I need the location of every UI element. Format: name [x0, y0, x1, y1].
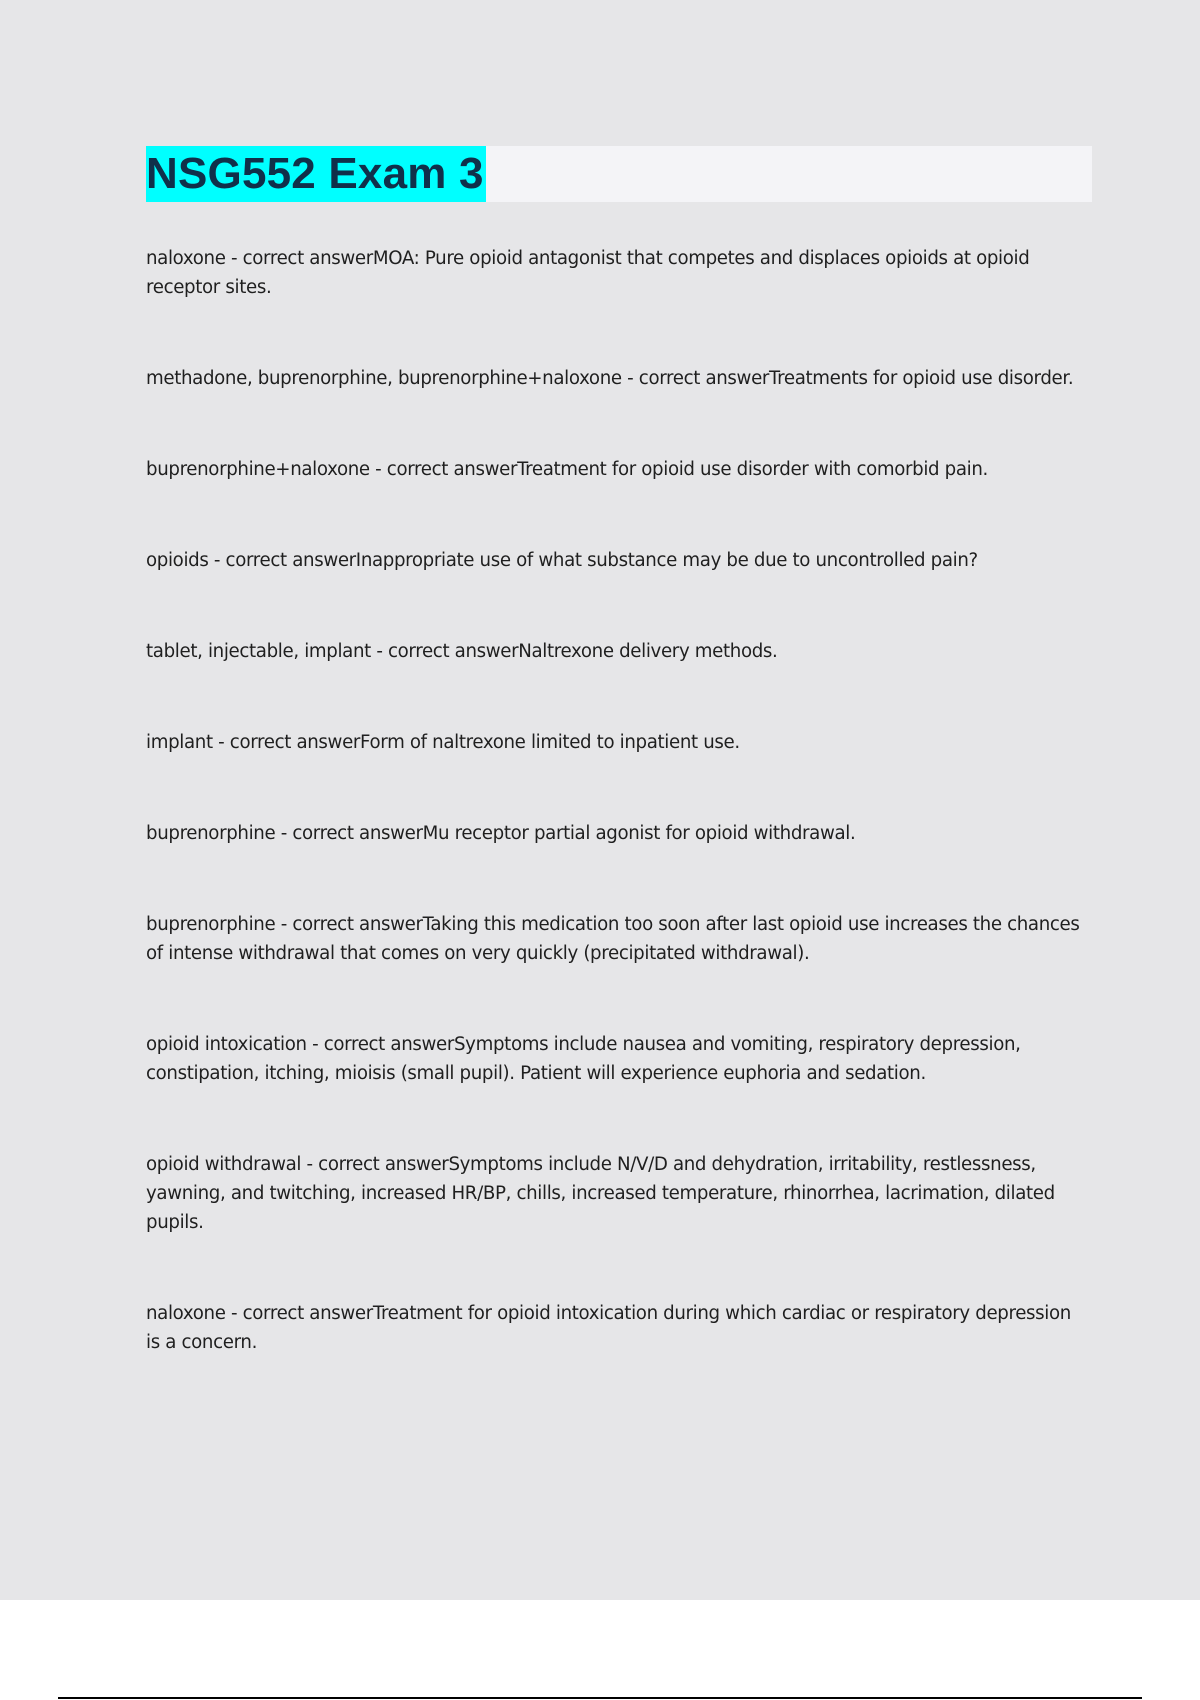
qa-entry: implant - correct answerForm of naltrexone limited to inpatient use.: [146, 732, 740, 753]
qa-entry: naloxone - correct answerMOA: Pure opioid antagonist that competes and displaces opioids at opioid receptor sites.: [146, 248, 1030, 298]
qa-entry: tablet, injectable, implant - correct answerNaltrexone delivery methods.: [146, 641, 778, 662]
qa-entry: opioids - correct answerInappropriate use of what substance may be due to uncontrolled pain?: [146, 550, 978, 571]
qa-entry: methadone, buprenorphine, buprenorphine+naloxone - correct answerTreatments for opioid use disorder.: [146, 368, 1074, 389]
qa-list: [146, 244, 1086, 1419]
qa-entry: buprenorphine+naloxone - correct answerTreatment for opioid use disorder with comorbid pain.: [146, 459, 988, 480]
qa-entry: opioid withdrawal - correct answerSymptoms include N/V/D and dehydration, irritability, restlessness, yawning, and twitching, increased HR/BP, chills, increased temperature, rhinorrhea, lacrimation, dilated pupils.: [146, 1154, 1055, 1233]
qa-entry: buprenorphine - correct answerTaking this medication too soon after last opioid use increases the chances of intense withdrawal that comes on very quickly (precipitated withdrawal).: [146, 914, 1080, 964]
qa-entry: naloxone - correct answerTreatment for opioid intoxication during which cardiac or respiratory depression is a concern.: [146, 1303, 1071, 1353]
document-title: NSG552 Exam 3: [146, 146, 486, 202]
footer-divider: [58, 1697, 1142, 1699]
qa-entry: opioid intoxication - correct answerSymptoms include nausea and vomiting, respiratory depression, constipation, itching, mioisis (small pupil). Patient will experience euphoria and sedation.: [146, 1034, 1021, 1084]
qa-entry: buprenorphine - correct answerMu receptor partial agonist for opioid withdrawal.: [146, 823, 856, 844]
